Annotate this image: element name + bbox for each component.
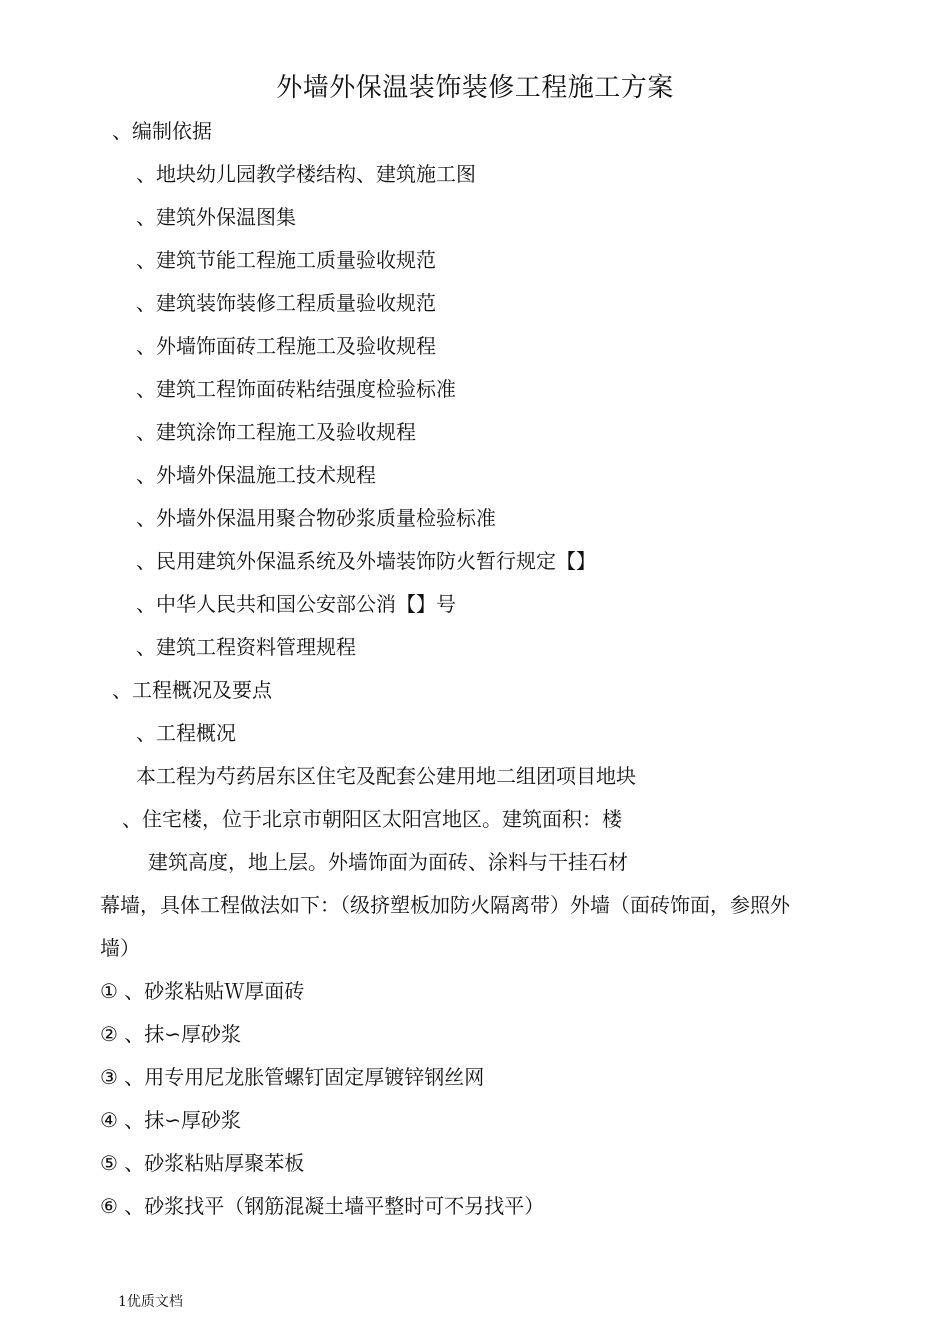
basis-item: 、外墙外保温用聚合物砂浆质量检验标准 bbox=[136, 506, 496, 530]
basis-item: 、民用建筑外保温系统及外墙装饰防火暂行规定【】 bbox=[136, 549, 596, 573]
basis-item: 、外墙外保温施工技术规程 bbox=[136, 463, 376, 487]
overview-paragraph-line: 墙） bbox=[100, 936, 140, 960]
basis-item: 、建筑涂饰工程施工及验收规程 bbox=[136, 420, 416, 444]
basis-item: 、外墙饰面砖工程施工及验收规程 bbox=[136, 334, 436, 358]
basis-item: 、建筑工程饰面砖粘结强度检验标准 bbox=[136, 377, 456, 401]
construction-step: ① 、砂浆粘贴Ｗ厚面砖 bbox=[100, 979, 305, 1003]
basis-item: 、建筑装饰装修工程质量验收规范 bbox=[136, 291, 436, 315]
sub-heading-overview: 、工程概况 bbox=[136, 721, 236, 745]
basis-item: 、中华人民共和国公安部公消【】号 bbox=[136, 592, 456, 616]
basis-item: 、地块幼儿园教学楼结构、建筑施工图 bbox=[136, 162, 476, 186]
document-title: 外墙外保温装饰装修工程施工方案 bbox=[276, 73, 674, 103]
basis-item: 、建筑节能工程施工质量验收规范 bbox=[136, 248, 436, 272]
construction-step: ③ 、用专用尼龙胀管螺钉固定厚镀锌钢丝网 bbox=[100, 1065, 485, 1089]
construction-step: ⑥ 、砂浆找平（钢筋混凝土墙平整时可不另找平） bbox=[100, 1194, 545, 1218]
overview-paragraph-line: 本工程为芍药居东区住宅及配套公建用地二组团项目地块 bbox=[136, 764, 636, 788]
basis-item: 、建筑外保温图集 bbox=[136, 205, 296, 229]
overview-paragraph-line: 建筑高度，地上层。外墙饰面为面砖、涂料与干挂石材 bbox=[148, 850, 628, 874]
overview-paragraph-line: 幕墙，具体工程做法如下：（级挤塑板加防火隔离带）外墙（面砖饰面，参照外 bbox=[100, 893, 790, 917]
basis-item: 、建筑工程资料管理规程 bbox=[136, 635, 356, 659]
section-heading-basis: 、编制依据 bbox=[112, 119, 212, 143]
construction-step: ④ 、抹∽厚砂浆 bbox=[100, 1108, 242, 1132]
section-heading-overview: 、工程概况及要点 bbox=[112, 678, 272, 702]
construction-step: ⑤ 、砂浆粘贴厚聚苯板 bbox=[100, 1151, 305, 1175]
page-footer: 1优质文档 bbox=[118, 1294, 183, 1310]
construction-step: ② 、抹∽厚砂浆 bbox=[100, 1022, 242, 1046]
overview-paragraph-line: 、住宅楼，位于北京市朝阳区太阳宫地区。建筑面积：楼 bbox=[122, 807, 622, 831]
